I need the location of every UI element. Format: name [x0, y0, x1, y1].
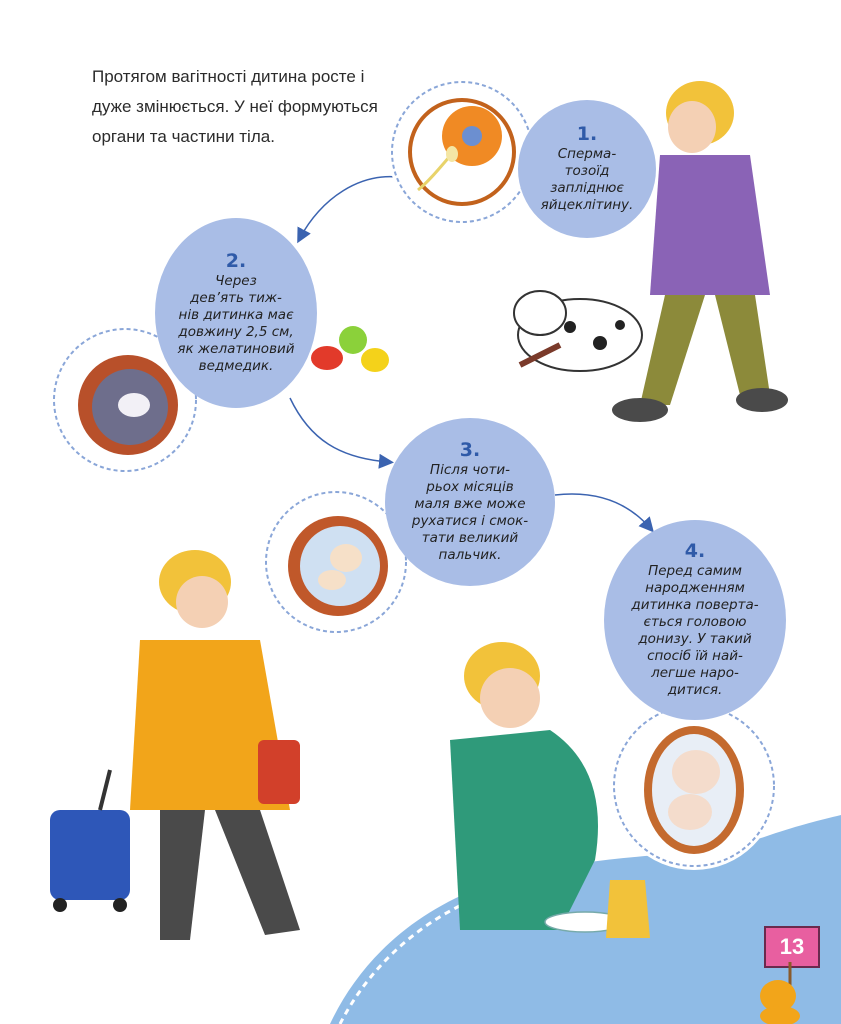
intro-line: Протягом вагітності дитина росте і	[92, 67, 365, 86]
step-text: Через дев’ять тиж- нів дитинка має довжину 2,5 см, як желатиновий ведмедик.	[177, 273, 295, 374]
step-number: 1.	[576, 123, 598, 145]
step-bubble-2	[155, 218, 317, 408]
pregnant-woman-illustration	[410, 630, 660, 950]
arrow-3-4	[555, 494, 650, 528]
intro-text	[92, 62, 402, 152]
woman-with-suitcase-illustration	[30, 540, 330, 980]
intro-line: дуже змінюється. У неї формуються	[92, 97, 378, 116]
intro-line: органи та частини тіла.	[92, 127, 275, 146]
step-text: Після чоти- рьох місяців маля вже може рухатися і смок- тати великий пальчик.	[411, 462, 529, 563]
step-text: Сперма- тозоїд запліднює яйцеклітину.	[540, 146, 634, 213]
woman-with-dog-illustration	[500, 65, 800, 445]
step-number: 4.	[684, 540, 706, 562]
arrow-2-3	[290, 398, 388, 462]
page-number: 13	[764, 926, 820, 968]
step-number: 3.	[459, 439, 481, 461]
step-number: 2.	[225, 250, 247, 272]
step-text: Перед самим народженням дитинка поверта- ється головою донизу. У такий спосіб їй най- легше наро- дитися.	[631, 563, 759, 698]
gummy-bears-illustration	[305, 318, 395, 380]
cat-mascot-illustration	[750, 962, 810, 1024]
